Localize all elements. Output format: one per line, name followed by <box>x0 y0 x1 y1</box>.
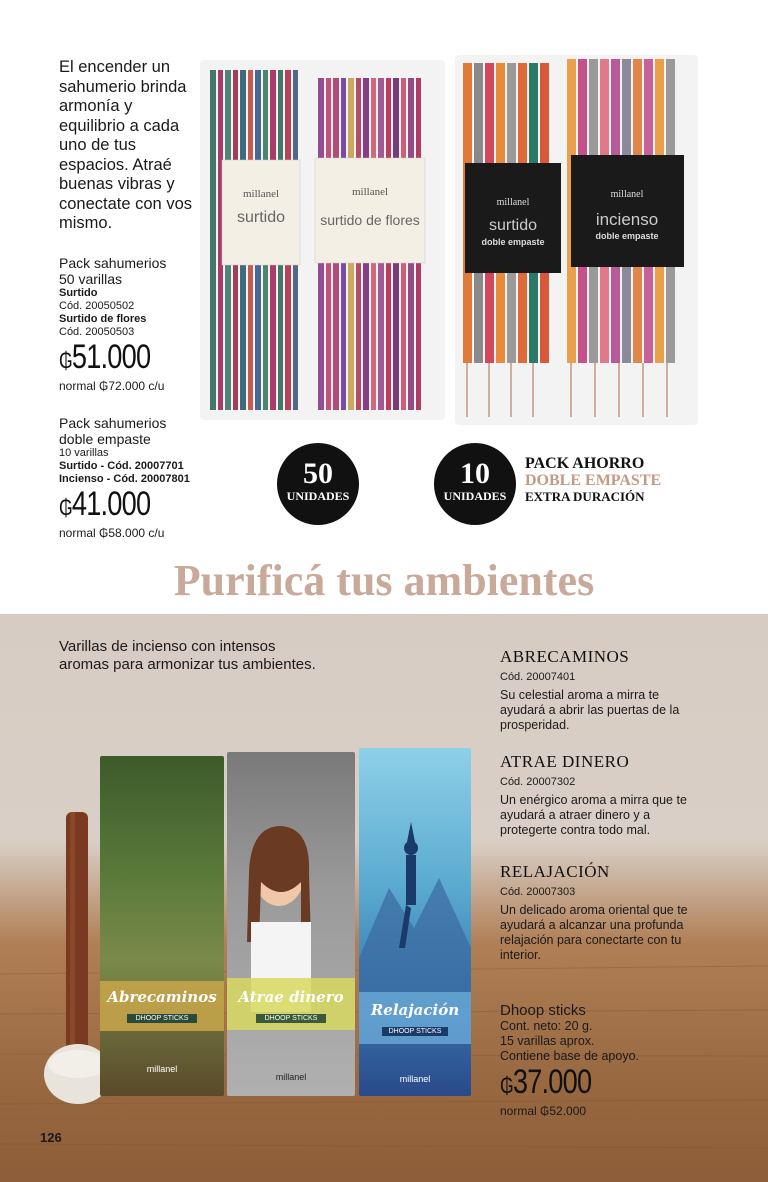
pack1-variant1: Surtido <box>59 287 98 299</box>
pack2-normal-price: normal ₲58.000 c/u <box>59 526 165 540</box>
pack1-qty: 50 varillas <box>59 271 123 287</box>
pack1-variant2-code: Cód. 20050503 <box>59 326 135 338</box>
headline: Purificá tus ambientes <box>173 556 595 605</box>
badge-10-units: 10 UNIDADES <box>434 443 516 525</box>
pack-ahorro <box>525 455 725 505</box>
dhoop-line1: Cont. neto: 20 g. <box>500 1019 593 1033</box>
dhoop-price: ₲37.000 <box>500 1063 592 1101</box>
pack-ahorro-line3: EXTRA DURACIÓN <box>525 489 645 504</box>
aroma-code: Cód. 20007401 <box>500 671 576 683</box>
yoga-figure-icon <box>359 808 471 1008</box>
aroma-code: Cód. 20007302 <box>500 776 576 788</box>
aroma-desc: Un delicado aroma oriental que te ayudará a alcanzar una profunda relajación para conectarte con tu interior. <box>500 903 688 962</box>
svg-text:millanel: millanel <box>610 189 644 200</box>
pack1-normal-price: normal ₲72.000 c/u <box>59 379 165 393</box>
svg-text:millanel: millanel <box>351 186 389 198</box>
aroma-desc: Su celestial aroma a mirra te ayudará a abrir las puertas de la prosperidad. <box>500 688 680 732</box>
box-brand: millanel <box>399 1074 431 1084</box>
aroma-relajacion <box>500 862 700 963</box>
doble-empaste-illustration <box>455 55 698 425</box>
box-abrecaminos <box>100 756 224 1096</box>
surtido-label: surtido <box>236 209 286 226</box>
badge-50-units: 50 UNIDADES <box>277 443 359 525</box>
surtido-brand: millanel <box>242 188 280 200</box>
aroma-abrecaminos <box>500 647 700 733</box>
pack2-qty: 10 varillas <box>59 447 109 459</box>
box-relajacion <box>359 748 471 1096</box>
aroma-code: Cód. 20007303 <box>500 886 576 898</box>
product-photo-doble-empaste <box>455 55 698 425</box>
dhoop-line2: 15 varillas aprox. <box>500 1034 595 1048</box>
box-abrecaminos-label: Abrecaminos <box>107 988 217 1006</box>
pack2-price: ₲41.000 <box>59 485 151 523</box>
svg-text:millanel: millanel <box>496 197 530 208</box>
aroma-title: ATRAE DINERO <box>500 752 630 771</box>
black2-label: incienso <box>595 210 659 229</box>
box-relajacion-label: Relajación <box>370 1001 460 1019</box>
aroma-title: ABRECAMINOS <box>500 647 630 666</box>
box-atrae-dinero <box>227 752 355 1096</box>
intro-text: El encender un sahumerio brinda armonía y equilibrio a cada uno de tus espacios. Atraé buenas vibras y conectate con vos mismo. <box>59 58 192 232</box>
pack1-info <box>59 255 199 393</box>
product-photo-incense-packs <box>200 60 445 420</box>
box-tag: DHOOP STICKS <box>127 1014 197 1023</box>
pack-ahorro-line2: DOBLE EMPASTE <box>525 472 662 489</box>
pack2-info <box>59 415 199 540</box>
pack1-price: ₲51.000 <box>59 338 151 376</box>
box-tag: DHOOP STICKS <box>382 1027 448 1036</box>
pack1-variant2: Surtido de flores <box>59 313 147 325</box>
box-brand: millanel <box>146 1064 178 1074</box>
bottom-intro: Varillas de incienso con intensos aromas para armonizar tus ambientes. <box>59 638 316 673</box>
pack2-name2: doble empaste <box>59 431 151 447</box>
incense-sticks-illustration <box>200 60 445 420</box>
dhoop-name: Dhoop sticks <box>500 1002 586 1019</box>
pack2-name: Pack sahumerios <box>59 415 167 431</box>
dhoop-normal-price: normal ₲52.000 <box>500 1104 587 1118</box>
black1-sub: doble empaste <box>481 237 545 247</box>
pack-ahorro-line1: PACK AHORRO <box>525 455 645 472</box>
box-brand: millanel <box>275 1072 307 1082</box>
page-number: 126 <box>40 1130 62 1145</box>
black1-label: surtido <box>488 217 538 234</box>
dhoop-info <box>500 1002 700 1118</box>
box-atrae-dinero-label: Atrae dinero <box>238 988 344 1006</box>
aroma-title: RELAJACIÓN <box>500 862 610 881</box>
box-tag: DHOOP STICKS <box>256 1014 326 1023</box>
pack1-name: Pack sahumerios <box>59 255 167 271</box>
flores-label: surtido de flores <box>320 212 420 228</box>
aroma-desc: Un enérgico aroma a mirra que te ayudará a atraer dinero y a protegerte contra todo mal. <box>500 793 687 837</box>
pack2-variant2: Incienso - Cód. 20007801 <box>59 473 190 485</box>
pack1-variant1-code: Cód. 20050502 <box>59 300 135 312</box>
aroma-atrae-dinero <box>500 752 700 838</box>
black2-sub: doble empaste <box>595 231 659 241</box>
dhoop-line3: Contiene base de apoyo. <box>500 1049 639 1063</box>
pack2-variant1: Surtido - Cód. 20007701 <box>59 460 184 472</box>
